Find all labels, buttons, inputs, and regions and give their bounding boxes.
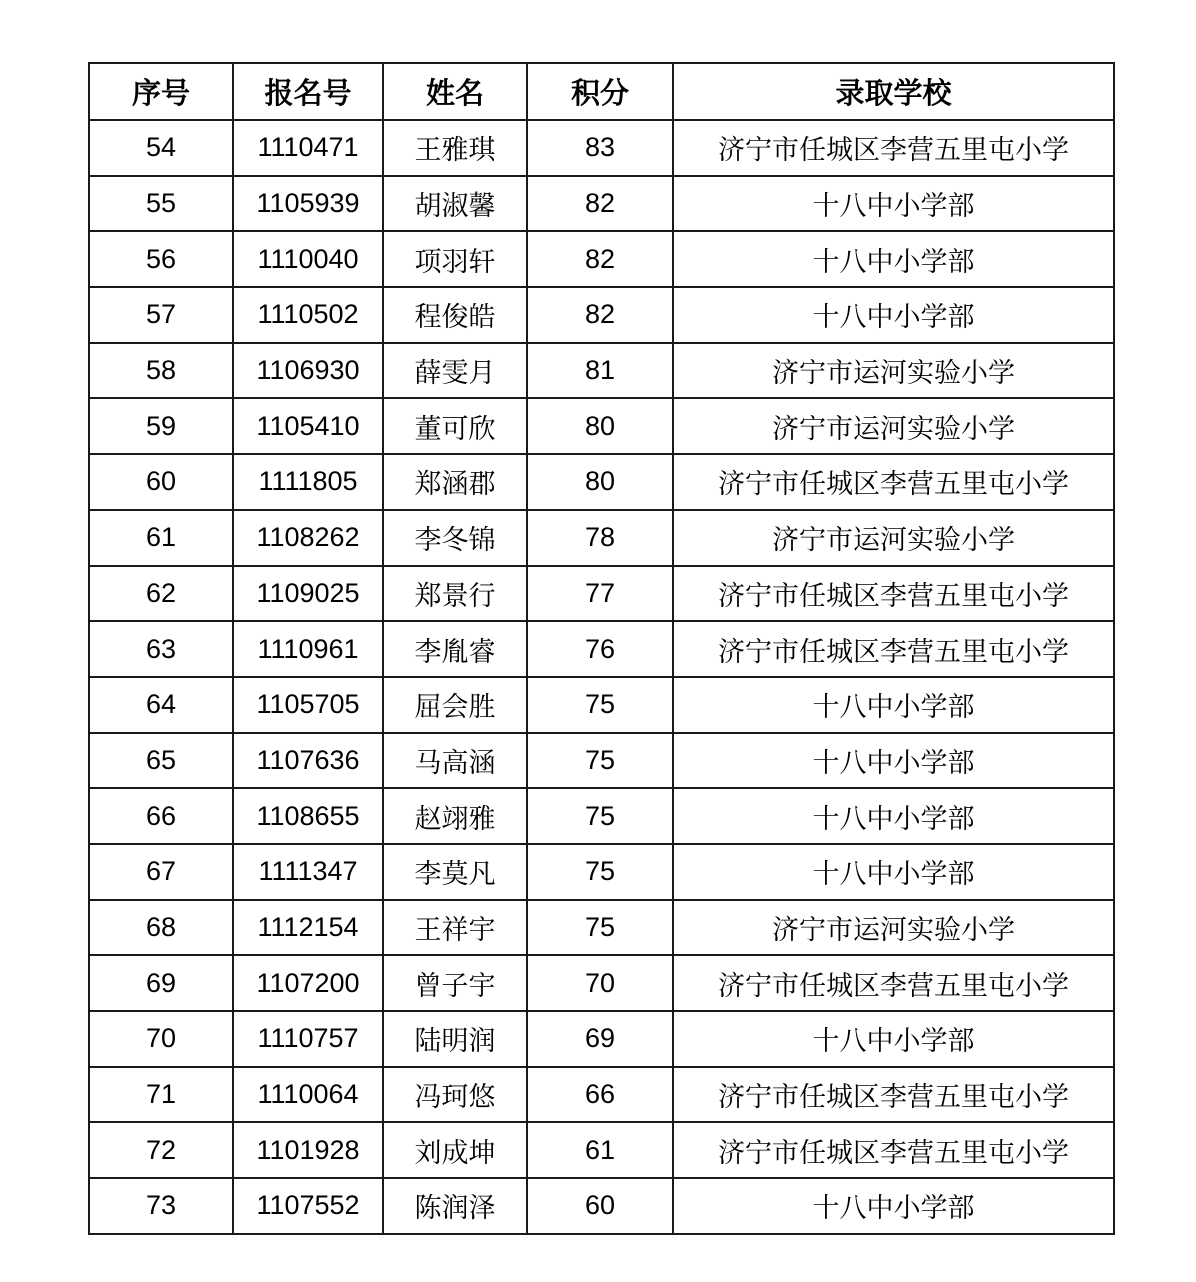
table-row — [89, 566, 1114, 622]
table-row — [89, 120, 1114, 176]
cell-score: 60 — [527, 1178, 673, 1234]
cell-reg-no: 1107552 — [233, 1178, 383, 1234]
cell-reg-no: 1107636 — [233, 733, 383, 789]
table-row — [89, 677, 1114, 733]
cell-seq: 54 — [89, 120, 233, 176]
cell-score: 61 — [527, 1122, 673, 1178]
cell-score: 75 — [527, 733, 673, 789]
cell-name: 郑涵郡 — [383, 454, 527, 510]
cell-reg-no: 1105939 — [233, 176, 383, 232]
table-row — [89, 1011, 1114, 1067]
cell-seq: 68 — [89, 900, 233, 956]
cell-school: 济宁市运河实验小学 — [673, 900, 1114, 956]
cell-name: 陆明润 — [383, 1011, 527, 1067]
cell-seq: 60 — [89, 454, 233, 510]
cell-score: 83 — [527, 120, 673, 176]
cell-name: 薛雯月 — [383, 343, 527, 399]
cell-name: 屈会胜 — [383, 677, 527, 733]
cell-school: 十八中小学部 — [673, 733, 1114, 789]
cell-name: 李冬锦 — [383, 510, 527, 566]
header-school: 录取学校 — [673, 63, 1114, 120]
cell-reg-no: 1110040 — [233, 231, 383, 287]
cell-name: 董可欣 — [383, 398, 527, 454]
table-row — [89, 955, 1114, 1011]
cell-seq: 71 — [89, 1067, 233, 1123]
table-row — [89, 510, 1114, 566]
table-row — [89, 176, 1114, 232]
cell-score: 80 — [527, 454, 673, 510]
cell-school: 十八中小学部 — [673, 1011, 1114, 1067]
cell-seq: 57 — [89, 287, 233, 343]
cell-school: 济宁市任城区李营五里屯小学 — [673, 1122, 1114, 1178]
cell-name: 曾子宇 — [383, 955, 527, 1011]
header-seq: 序号 — [89, 63, 233, 120]
cell-name: 冯珂悠 — [383, 1067, 527, 1123]
cell-name: 李莫凡 — [383, 844, 527, 900]
cell-school: 济宁市运河实验小学 — [673, 510, 1114, 566]
table-row — [89, 844, 1114, 900]
cell-score: 80 — [527, 398, 673, 454]
cell-reg-no: 1105705 — [233, 677, 383, 733]
cell-school: 十八中小学部 — [673, 287, 1114, 343]
cell-score: 81 — [527, 343, 673, 399]
cell-seq: 61 — [89, 510, 233, 566]
cell-seq: 69 — [89, 955, 233, 1011]
cell-score: 75 — [527, 677, 673, 733]
cell-reg-no: 1110757 — [233, 1011, 383, 1067]
table-row — [89, 398, 1114, 454]
cell-name: 刘成坤 — [383, 1122, 527, 1178]
cell-school: 十八中小学部 — [673, 1178, 1114, 1234]
table-row — [89, 900, 1114, 956]
cell-school: 十八中小学部 — [673, 231, 1114, 287]
cell-school: 济宁市任城区李营五里屯小学 — [673, 1067, 1114, 1123]
cell-school: 济宁市运河实验小学 — [673, 343, 1114, 399]
table-row — [89, 1067, 1114, 1123]
header-reg-no: 报名号 — [233, 63, 383, 120]
cell-reg-no: 1108262 — [233, 510, 383, 566]
cell-score: 70 — [527, 955, 673, 1011]
cell-reg-no: 1110502 — [233, 287, 383, 343]
table-row — [89, 231, 1114, 287]
cell-school: 济宁市任城区李营五里屯小学 — [673, 621, 1114, 677]
cell-score: 66 — [527, 1067, 673, 1123]
header-score: 积分 — [527, 63, 673, 120]
cell-school: 十八中小学部 — [673, 677, 1114, 733]
cell-score: 75 — [527, 844, 673, 900]
cell-school: 十八中小学部 — [673, 176, 1114, 232]
table-row — [89, 287, 1114, 343]
table-row — [89, 1122, 1114, 1178]
cell-name: 马高涵 — [383, 733, 527, 789]
cell-reg-no: 1101928 — [233, 1122, 383, 1178]
cell-school: 济宁市任城区李营五里屯小学 — [673, 566, 1114, 622]
cell-name: 程俊皓 — [383, 287, 527, 343]
cell-score: 69 — [527, 1011, 673, 1067]
table-row — [89, 621, 1114, 677]
admission-results-table — [88, 62, 1115, 1235]
cell-seq: 63 — [89, 621, 233, 677]
cell-name: 王雅琪 — [383, 120, 527, 176]
cell-name: 李胤睿 — [383, 621, 527, 677]
cell-seq: 56 — [89, 231, 233, 287]
cell-name: 项羽轩 — [383, 231, 527, 287]
cell-reg-no: 1105410 — [233, 398, 383, 454]
cell-reg-no: 1110471 — [233, 120, 383, 176]
table-row — [89, 788, 1114, 844]
table-row — [89, 1178, 1114, 1234]
cell-name: 王祥宇 — [383, 900, 527, 956]
cell-score: 75 — [527, 900, 673, 956]
cell-seq: 67 — [89, 844, 233, 900]
cell-name: 郑景行 — [383, 566, 527, 622]
cell-seq: 55 — [89, 176, 233, 232]
cell-reg-no: 1107200 — [233, 955, 383, 1011]
table-row — [89, 343, 1114, 399]
cell-seq: 72 — [89, 1122, 233, 1178]
cell-school: 济宁市任城区李营五里屯小学 — [673, 454, 1114, 510]
cell-reg-no: 1110064 — [233, 1067, 383, 1123]
cell-reg-no: 1112154 — [233, 900, 383, 956]
cell-school: 十八中小学部 — [673, 788, 1114, 844]
cell-seq: 64 — [89, 677, 233, 733]
cell-score: 75 — [527, 788, 673, 844]
cell-reg-no: 1111805 — [233, 454, 383, 510]
cell-seq: 73 — [89, 1178, 233, 1234]
cell-name: 赵翊雅 — [383, 788, 527, 844]
cell-school: 济宁市运河实验小学 — [673, 398, 1114, 454]
cell-reg-no: 1109025 — [233, 566, 383, 622]
table-row — [89, 454, 1114, 510]
cell-school: 济宁市任城区李营五里屯小学 — [673, 120, 1114, 176]
cell-score: 76 — [527, 621, 673, 677]
cell-reg-no: 1108655 — [233, 788, 383, 844]
cell-seq: 65 — [89, 733, 233, 789]
cell-name: 陈润泽 — [383, 1178, 527, 1234]
cell-seq: 58 — [89, 343, 233, 399]
cell-seq: 66 — [89, 788, 233, 844]
cell-score: 82 — [527, 231, 673, 287]
cell-school: 济宁市任城区李营五里屯小学 — [673, 955, 1114, 1011]
cell-score: 77 — [527, 566, 673, 622]
cell-seq: 59 — [89, 398, 233, 454]
cell-reg-no: 1110961 — [233, 621, 383, 677]
cell-name: 胡淑馨 — [383, 176, 527, 232]
cell-school: 十八中小学部 — [673, 844, 1114, 900]
cell-seq: 62 — [89, 566, 233, 622]
cell-score: 78 — [527, 510, 673, 566]
cell-seq: 70 — [89, 1011, 233, 1067]
cell-score: 82 — [527, 287, 673, 343]
header-name: 姓名 — [383, 63, 527, 120]
header-row — [89, 63, 1114, 120]
cell-reg-no: 1111347 — [233, 844, 383, 900]
cell-reg-no: 1106930 — [233, 343, 383, 399]
table-row — [89, 733, 1114, 789]
cell-score: 82 — [527, 176, 673, 232]
